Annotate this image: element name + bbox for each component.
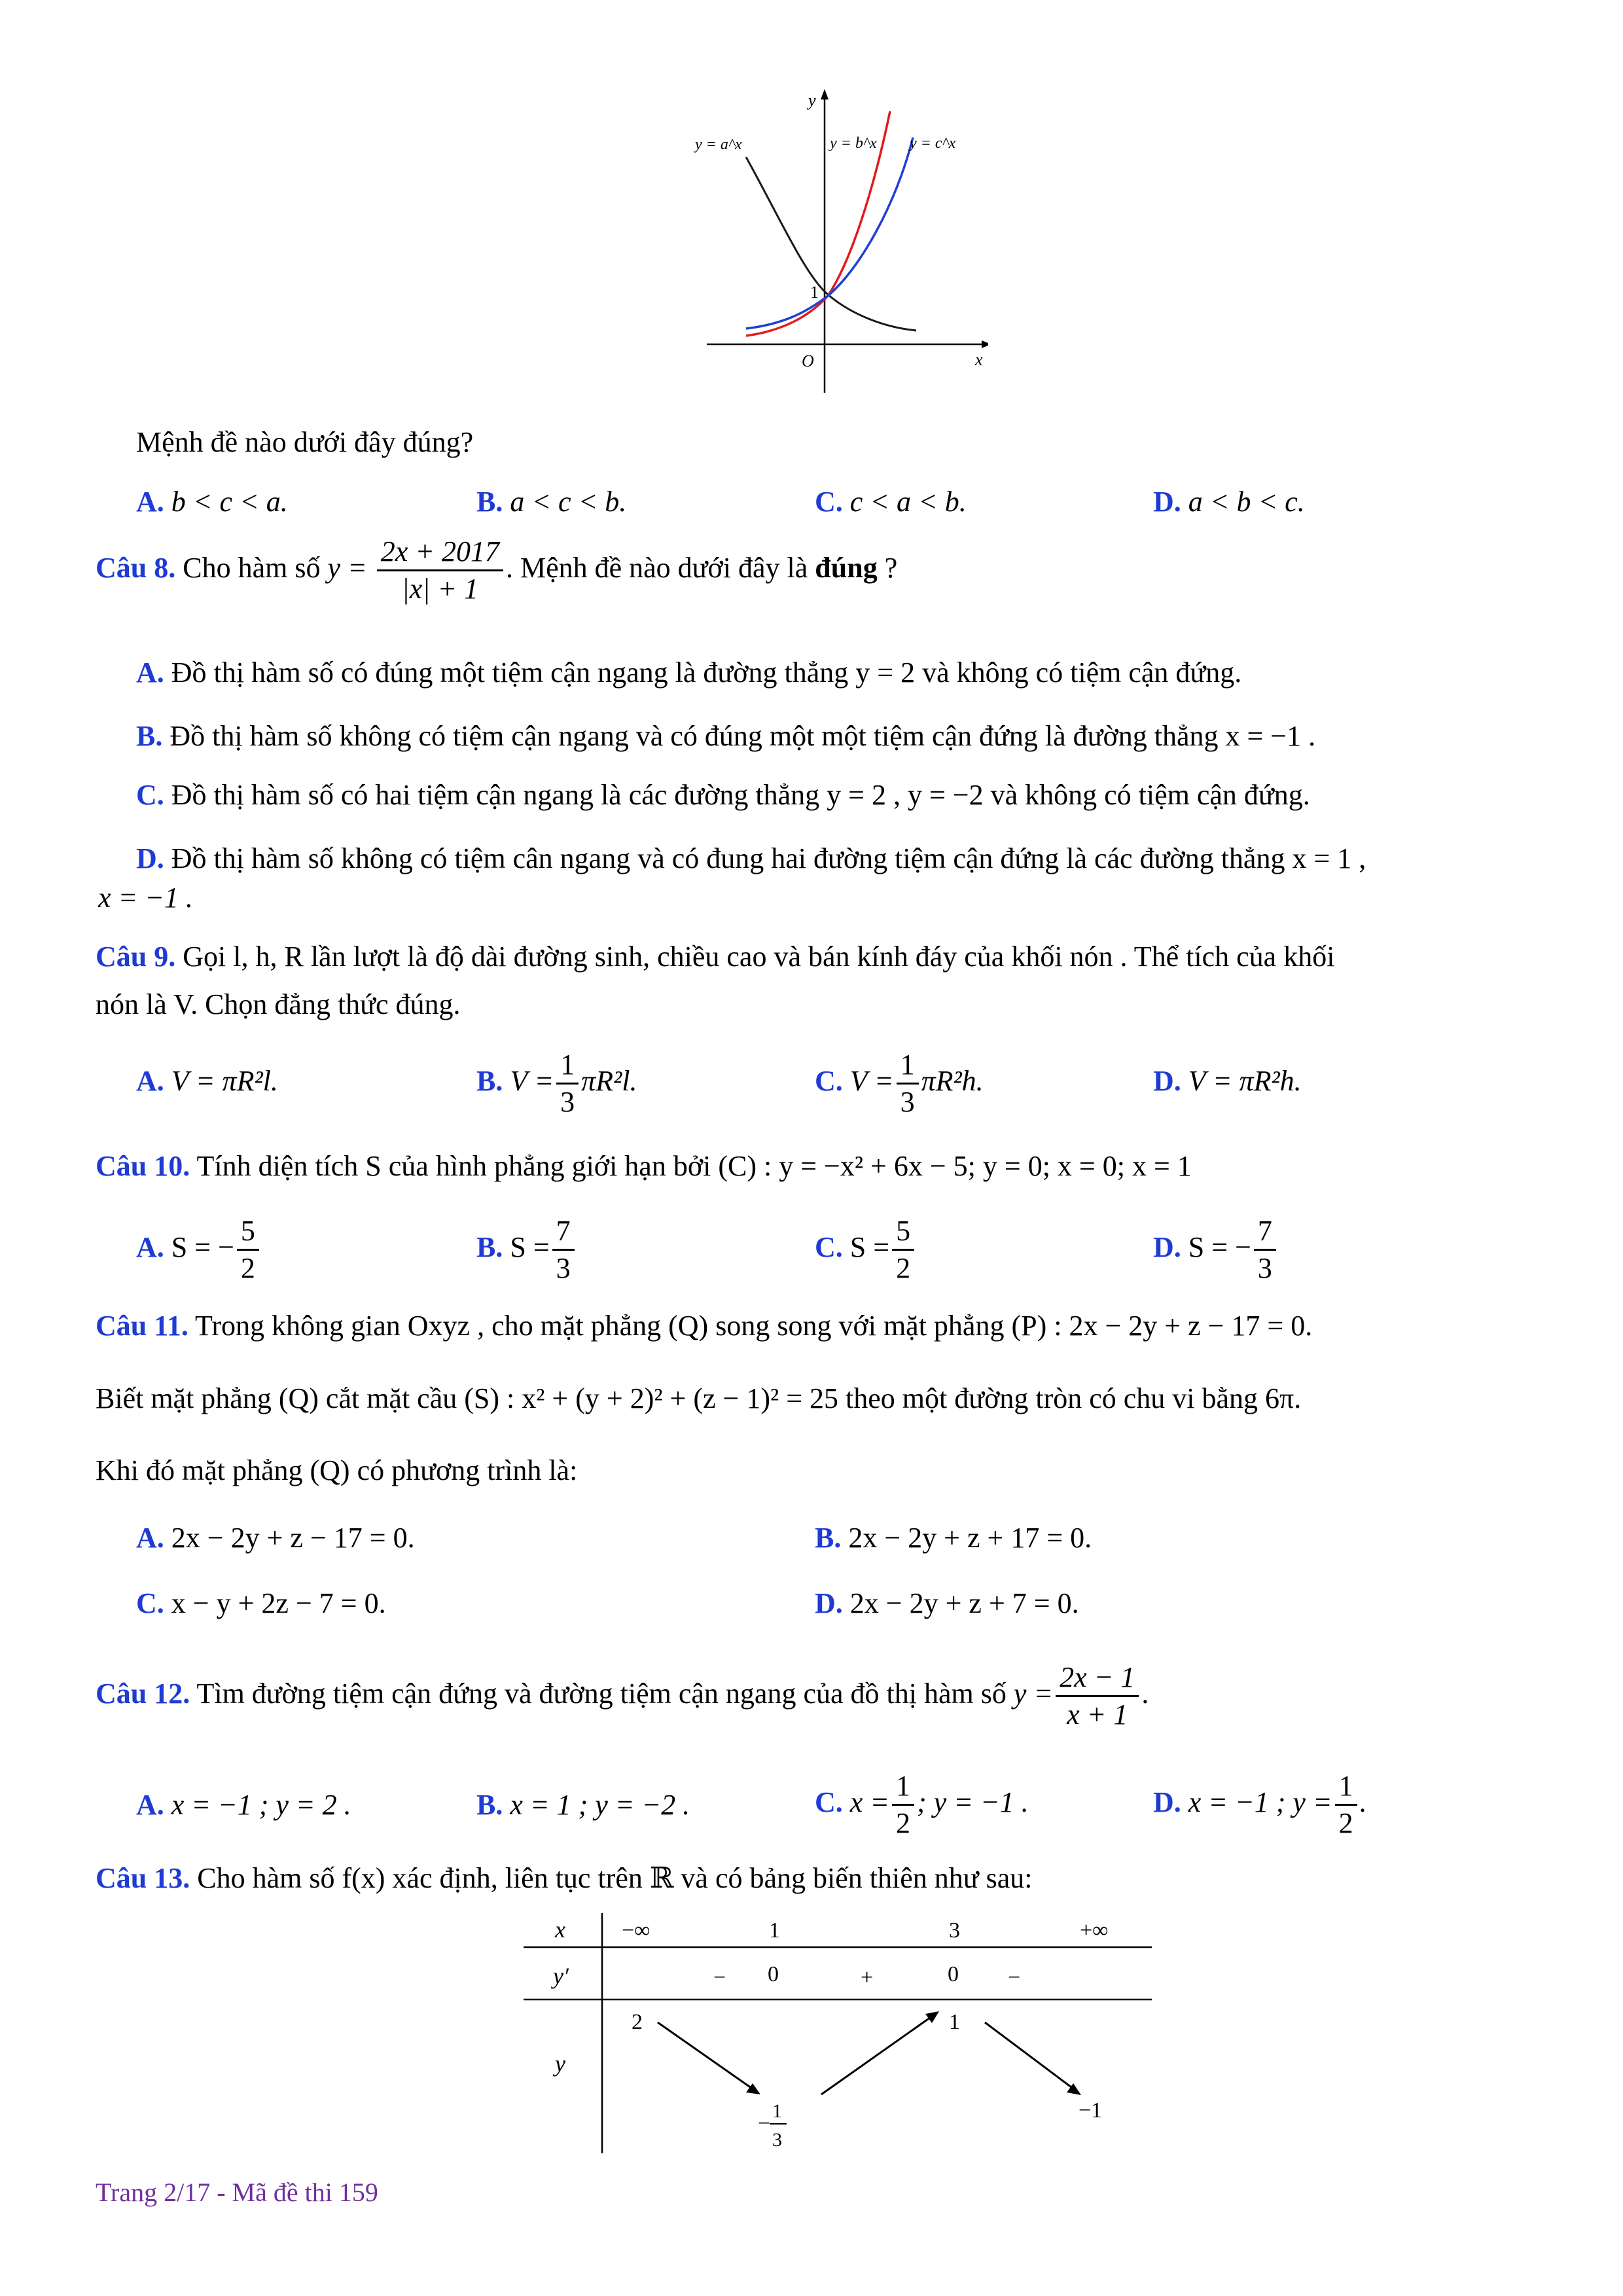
q7-option-b[interactable]: B. a < c < b. [476,486,627,518]
q13-stem: Câu 13. Cho hàm số f(x) xác định, liên tục trên ℝ và có bảng biến thiên như sau: [96,1862,1033,1894]
q8-option-d[interactable]: D. Đồ thị hàm số không có tiệm cân ngang và có đung hai đường tiệm cận đứng là các đường thẳng x = 1 , [136,842,1366,874]
q7-option-d[interactable]: D. a < b < c. [1153,486,1305,518]
q8-option-b[interactable]: B. Đồ thị hàm số không có tiệm cận ngang và có đúng một một tiệm cận đứng là đường thẳng x = −1 . [136,720,1316,752]
q10-option-d[interactable]: D. S = − $\frac{7}{3}$ [1153,1216,1279,1283]
arrow-decrease-2 [985,2022,1077,2091]
y-min-sign: − [758,2111,771,2136]
q8-option-a[interactable]: A. Đồ thị hàm số có đúng một tiệm cận ngang là đường thẳng y = 2 và không có tiệm cận đứng. [136,656,1242,689]
label-one: 1 [810,283,819,302]
q9-option-b[interactable]: B. V = $\frac{1}{3}$ πR²l. [476,1049,637,1119]
q12-fraction: $\frac{2x - 1}{x + 1}$ [1056,1662,1139,1730]
q10-option-b[interactable]: B. S = $\frac{7}{3}$ [476,1216,577,1283]
y-value-2: 2 [632,2010,643,2034]
x-value-1: 1 [769,1918,780,1943]
q12-stem: Câu 12. Tìm đường tiệm cận đứng và đường tiệm cận ngang của đồ thị hàm số y = $\frac{2x - 1}{x + 1}$ . [96,1661,1149,1731]
q10-option-c[interactable]: C. S = $\frac{5}{2}$ [815,1216,917,1283]
label-curve-b: y = b^x [830,135,877,152]
row-x-label: x [555,1916,565,1943]
q9-option-a[interactable]: A. V = πR²l. [136,1065,278,1097]
sign-2: + [861,1965,874,1990]
q9-option-c[interactable]: C. V = $\frac{1}{3}$ πR²h. [815,1049,984,1119]
sign-3: − [1008,1965,1021,1990]
q8-fraction: $\frac{2x + 2017}{|x| + 1}$ [377,537,503,604]
sign-zero-2: 0 [948,1962,959,1986]
sign-zero-1: 0 [768,1962,779,1986]
q11-option-c[interactable]: C. x − y + 2z − 7 = 0. [136,1587,386,1619]
q10-stem: Câu 10. Tính diện tích S của hình phẳng giới hạn bởi (C) : y = −x² + 6x − 5; y = 0; x = 0; x = 1 [96,1150,1192,1182]
q11-option-d[interactable]: D. 2x − 2y + z + 7 = 0. [815,1587,1079,1619]
label-x-axis: x [975,350,983,369]
q10-option-a[interactable]: A. S = − $\frac{5}{2}$ [136,1216,262,1283]
q8-option-d-continued: x = −1 . [98,882,193,914]
curve-c [746,137,913,329]
q12-option-c[interactable]: C. x = $\frac{1}{2}$ ; y = −1 . [815,1770,1029,1840]
q12-option-a[interactable]: A. x = −1 ; y = 2 . [136,1789,351,1821]
q7-option-c[interactable]: C. c < a < b. [815,486,967,518]
curve-a [746,157,916,331]
label-origin: O [802,351,814,370]
x-value-3: 3 [949,1918,960,1943]
q7-stem: Mệnh đề nào dưới đây đúng? [136,426,474,458]
y-value-neg-1: −1 [1079,2098,1103,2123]
exponential-graph [687,85,988,399]
x-axis-arrow [982,340,988,348]
label-curve-a: y = a^x [695,136,742,153]
q12-option-b[interactable]: B. x = 1 ; y = −2 . [476,1789,690,1821]
q12-option-d[interactable]: D. x = −1 ; y = $\frac{1}{2}$ . [1153,1770,1367,1840]
q11-stem-line1: Câu 11. Trong không gian Oxyz , cho mặt phẳng (Q) song song với mặt phẳng (P) : 2x − 2y + z − 17 = 0. [96,1310,1313,1342]
q7-option-a[interactable]: A. b < c < a. [136,486,288,518]
x-neg-inf: −∞ [622,1918,651,1943]
arrow-head-2 [925,2011,939,2023]
page-footer: Trang 2/17 - Mã đề thi 159 [96,2178,378,2207]
row-derivative-label: y′ [553,1963,569,1989]
variation-table [517,1908,1158,2157]
label-y-axis: y [808,91,816,110]
sign-1: − [713,1965,726,1990]
q11-stem-line2: Biết mặt phẳng (Q) cắt mặt cầu (S) : x² + (y + 2)² + (z − 1)² = 25 theo một đường tròn có chu vi bằng 6π. [96,1382,1302,1414]
row-y-label: y [555,2051,565,2077]
y-axis-arrow [821,89,829,99]
q11-option-b[interactable]: B. 2x − 2y + z + 17 = 0. [815,1522,1092,1554]
x-pos-inf: +∞ [1080,1918,1109,1943]
label-curve-c: y = c^x [910,135,956,152]
q9-stem-line1: Câu 9. Gọi l, h, R lần lượt là độ dài đường sinh, chiều cao và bán kính đáy của khối nón . Thể tích của khối [96,941,1335,973]
q8-stem: Câu 8. Cho hàm số y = $\frac{2x + 2017}{|x| + 1}$ . Mệnh đề nào dưới đây là đúng ? [96,535,898,605]
arrow-decrease-1 [658,2022,756,2091]
y-min-den: 3 [772,2129,782,2151]
q11-stem-line3: Khi đó mặt phẳng (Q) có phương trình là: [96,1454,578,1486]
arrow-increase [821,2016,933,2094]
q9-stem-line2: nón là V. Chọn đẳng thức đúng. [96,988,461,1020]
q11-option-a[interactable]: A. 2x − 2y + z − 17 = 0. [136,1522,415,1554]
y-value-1: 1 [949,2010,960,2034]
y-min-num: 1 [772,2100,782,2122]
q8-option-c[interactable]: C. Đồ thị hàm số có hai tiệm cận ngang là các đường thẳng y = 2 , y = −2 và không có tiệm cận đứng. [136,779,1310,811]
q9-option-d[interactable]: D. V = πR²h. [1153,1065,1302,1097]
